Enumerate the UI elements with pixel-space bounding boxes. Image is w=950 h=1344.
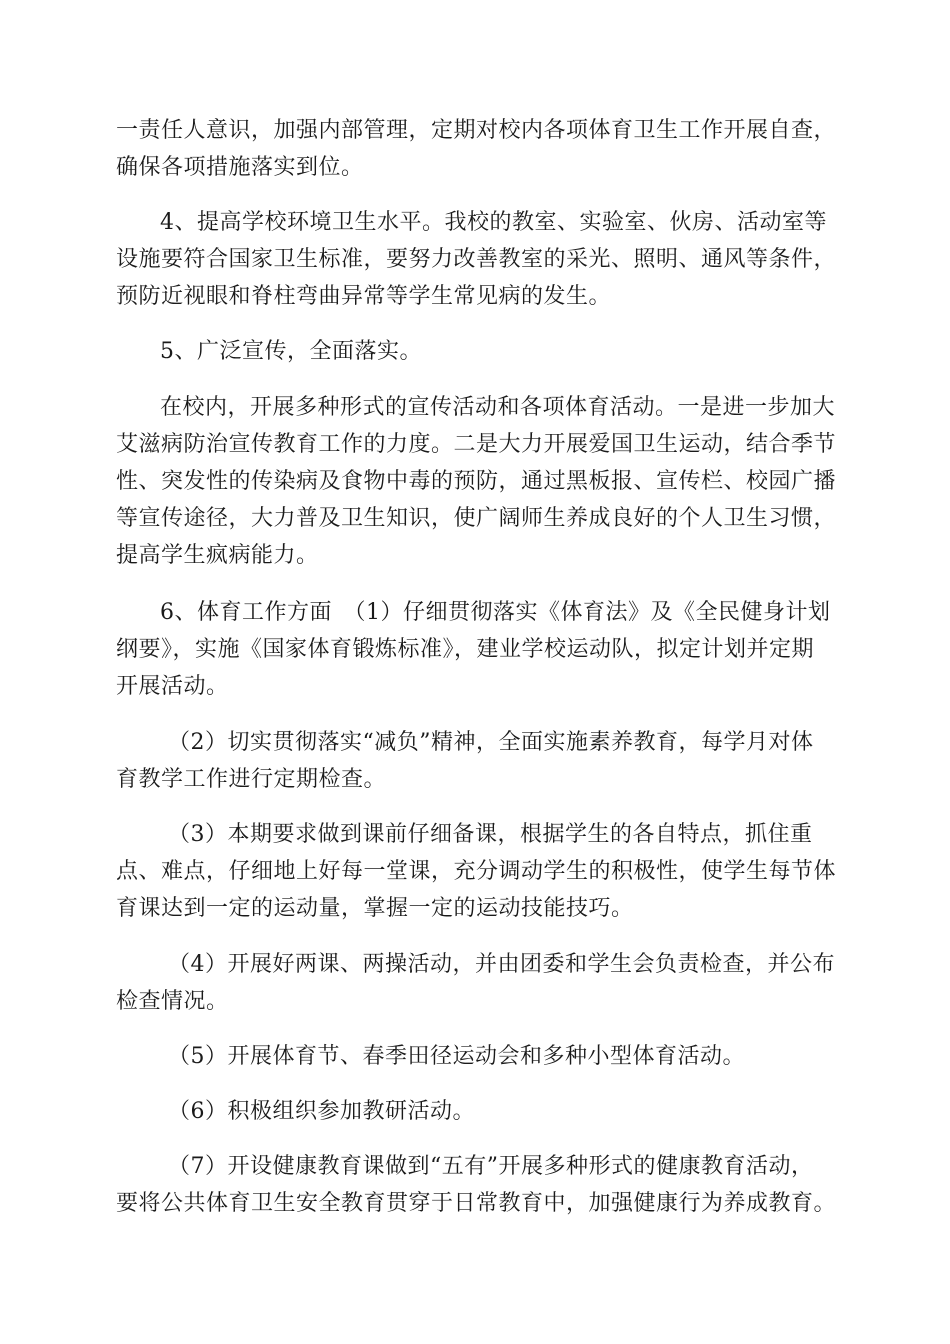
text-line: 艾滋病防治宣传教育工作的力度。二是大力开展爱国卫生运动，结合季节 <box>116 432 837 457</box>
paragraph-item-6 <box>116 594 832 705</box>
paragraph-responsibility <box>116 112 837 186</box>
text-line: 确保各项措施落实到位。 <box>116 155 364 180</box>
paragraph-sub-6 <box>116 1093 832 1130</box>
paragraph-sub-2 <box>116 724 832 798</box>
text-line: 5、广泛宣传，全面落实。 <box>160 339 422 364</box>
text-line: 设施要符合国家卫生标准，要努力改善教室的采光、照明、通风等条件， <box>116 247 837 272</box>
text-line: 性、突发性的传染病及食物中毒的预防，通过黑板报、宣传栏、校园广播 <box>116 469 837 494</box>
text-line: 一责任人意识，加强内部管理，定期对校内各项体育卫生工作开展自查， <box>116 118 837 143</box>
text-line: 要将公共体育卫生安全教育贯穿于日常教育中，加强健康行为养成教育。 <box>116 1191 837 1216</box>
paragraph-sub-4 <box>116 946 835 1020</box>
paragraph-campus-activities <box>116 389 837 574</box>
text-line: 等宣传途径，大力普及卫生知识，使广阔师生养成良好的个人卫生习惯， <box>116 506 837 531</box>
text-line: （2）切实贯彻落实“减负”精神，全面实施素养教育，每学月对体 <box>168 730 814 755</box>
text-line: 6、体育工作方面 （1）仔细贯彻落实《体育法》及《全民健身计划 <box>160 600 831 625</box>
paragraph-item-5 <box>116 333 832 370</box>
text-line: （3）本期要求做到课前仔细备课，根据学生的各自特点，抓住重 <box>168 822 813 847</box>
paragraph-sub-3 <box>116 816 837 927</box>
text-line: 提高学生疯病能力。 <box>116 543 319 568</box>
text-line: 育教学工作进行定期检查。 <box>116 767 387 792</box>
text-line: （4）开展好两课、两操活动，并由团委和学生会负责检查，并公布 <box>168 952 835 977</box>
text-line: 纲要》，实施《国家体育锻炼标准》，建业学校运动队，拟定计划并定期 <box>116 637 815 662</box>
text-line: 检查情况。 <box>116 989 229 1014</box>
text-line: 预防近视眼和脊柱弯曲异常等学生常见病的发生。 <box>116 284 612 309</box>
text-line: 开展活动。 <box>116 674 229 699</box>
paragraph-sub-7 <box>116 1148 837 1222</box>
text-line: 点、难点，仔细地上好每一堂课，充分调动学生的积极性，使学生每节体 <box>116 859 837 884</box>
paragraph-sub-5 <box>116 1038 832 1075</box>
text-line: （5）开展体育节、春季田径运动会和多种小型体育活动。 <box>168 1044 745 1069</box>
text-line: 在校内，开展多种形式的宣传活动和各项体育活动。一是进一步加大 <box>160 395 836 420</box>
paragraph-item-4 <box>116 204 837 315</box>
text-line: （7）开设健康教育课做到“五有”开展多种形式的健康教育活动， <box>168 1154 814 1179</box>
text-line: 育课达到一定的运动量，掌握一定的运动技能技巧。 <box>116 896 634 921</box>
text-line: 4、提高学校环境卫生水平。我校的教室、实验室、伙房、活动室等 <box>160 210 827 235</box>
text-line: （6）积极组织参加教研活动。 <box>168 1099 475 1124</box>
